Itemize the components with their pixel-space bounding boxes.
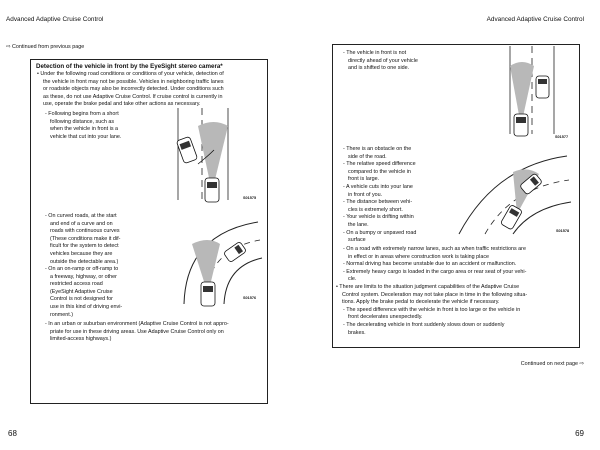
- item-short-following-distance: - Following begins from a short following distance, such as when the vehicle in front is a vehicle that cut into your lane.: [45, 111, 122, 140]
- cut-in-illustration: [168, 108, 262, 206]
- continued-from-previous: ⇨ Continued from previous page: [6, 44, 85, 50]
- image-code-s01578: S01578: [556, 229, 570, 233]
- curved-road-illustration: [172, 214, 262, 306]
- image-code-s01576: S01576: [243, 296, 257, 300]
- more-conditions: - On a road with extremely narrow lanes, such as when traffic restrictions are in effect or in areas where construction work is taking place - Normal driving has become unstable due to an accident or malfunction. - Extremely heavy cargo is loaded in the cargo area or rear seat of your vehi- cle.: [343, 246, 527, 283]
- intro-paragraph: • Under the following road conditions or conditions of your vehicle, detection of the vehicle in front may not be possible. Vehicles in neighboring traffic lanes or roadside objects may also be incorrectly detected. Under conditions such as these, do not use Adaptive Cruise Control. If cruise control is currently in use, operate the brake pedal and take other actions as necessary.: [37, 71, 224, 108]
- left-running-header: Advanced Adaptive Cruise Control: [6, 16, 104, 23]
- left-page-number: 68: [8, 429, 17, 438]
- right-running-header: Advanced Adaptive Cruise Control: [486, 16, 584, 23]
- box-title: Detection of the vehicle in front by the EyeSight stereo camera*: [36, 63, 223, 70]
- continued-on-next-page: Continued on next page ⇨: [520, 361, 584, 367]
- item-on-off-ramp: - On an on-ramp or off-ramp to a freeway, highway, or other restricted access road (EyeSight Adaptive Cruise Control is not designed for use in this kind of driving envi- ronment.): [45, 266, 123, 318]
- condition-list: - There is an obstacle on the side of the road. - The relative speed difference compared to the vehicle in front is large. - A vehicle cuts into your lane in front of you. - The distance between vehi- cles is extremely short. - Your vehicle is drifting within the lane. - On a bumpy or unpaved road surface: [343, 146, 417, 244]
- item-vehicle-shifted: - The vehicle in front is not directly ahead of your vehicle and is shifted to one side.: [343, 50, 418, 72]
- obstacle-illustration: [455, 150, 571, 236]
- image-code-s01575: S01575: [243, 196, 257, 200]
- item-urban-environment: - In an urban or suburban environment (Adaptive Cruise Control is not appro- priate for use in these driving areas. Use Adaptive Cruise Control only on limited-access highways.): [45, 321, 229, 343]
- shifted-vehicle-illustration: [480, 46, 572, 138]
- judgment-limits: • There are limits to the situation judgment capabilities of the Adaptive Cruise Control system. Deceleration may not take place in time in the following situa- tions. Apply the brake pedal to decelerate the vehicle if necessary. - The speed difference with the vehicle in front is too large or the vehicle in front decelerates unexpectedly. - The decelerating vehicle in front suddenly slows down or suddenly brakes.: [336, 284, 528, 336]
- right-page-number: 69: [575, 429, 584, 438]
- item-curved-roads: - On curved roads, at the start and end of a curve and on roads with continuous curves (These conditions make it dif- ficult for the system to detect vehicles because they are outside the detectable area.): [45, 213, 121, 265]
- image-code-s01577: S01577: [555, 135, 569, 139]
